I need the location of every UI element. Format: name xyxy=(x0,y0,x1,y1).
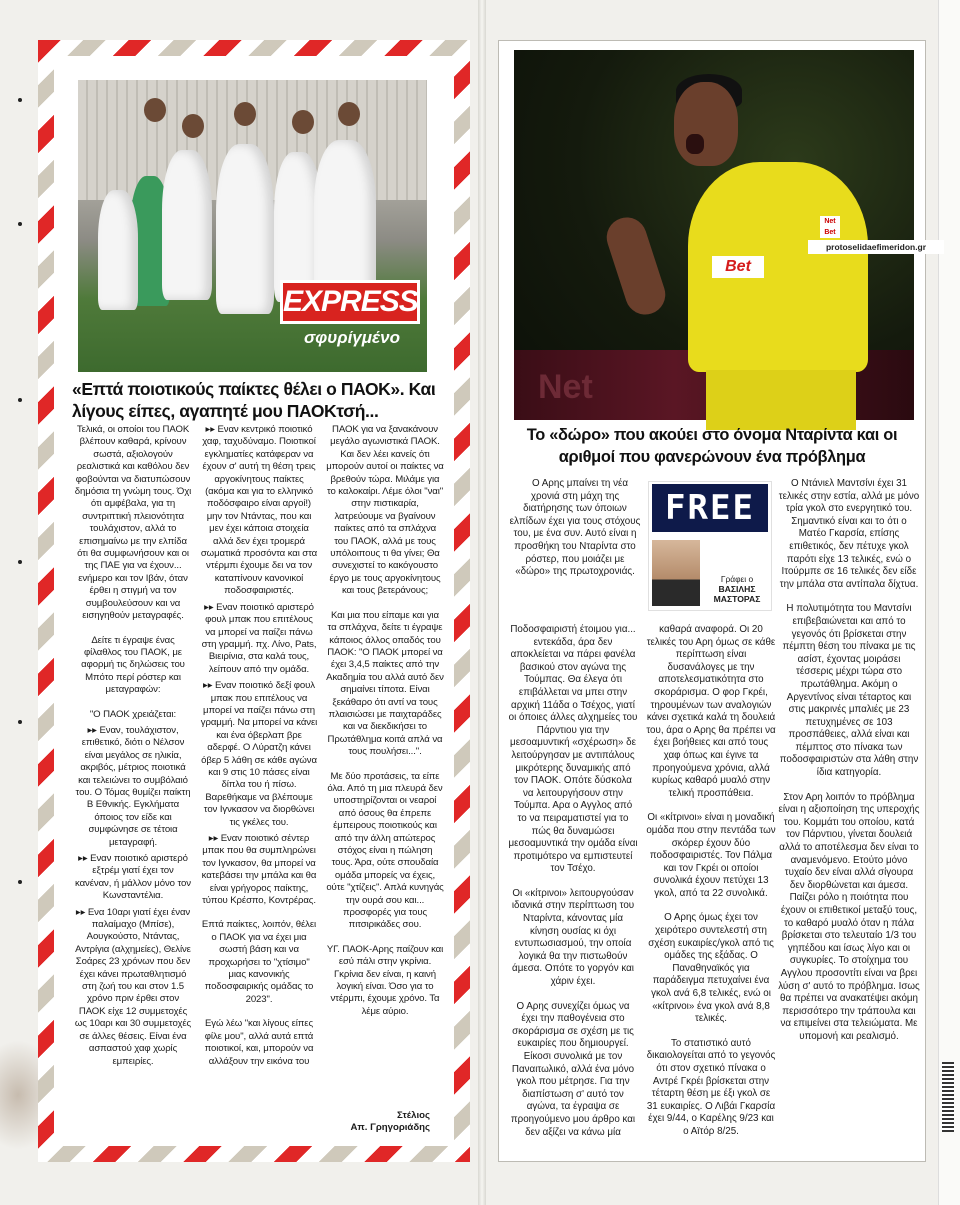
right-intro xyxy=(508,478,642,624)
paragraph: Και μια που είπαμε και για τα σπλάχνα, δείτε τι έγραψε κάποιος άλλος οπαδός του ΠΑΟΚ: "Ο ΠΑΟΚ μπορεί να έχει 3,4,5 παίκτες από την Ακαδημία του αλλά αυτό δεν σημαίνει τίποτα. Είναι ξεκάθαρο ότι αντί να τους πλαισιώσει με παιχταράδες και να διεκδικήσει το Πρωτάθλημα κοιτά απλά να τους πουλήσει...". xyxy=(326,609,444,758)
right-headline: Το «δώρο» που ακούει στο όνομα Νταρίντα και οι αριθμοί που φανερώνουν ένα πρόβλημα xyxy=(526,426,898,466)
player-mouth xyxy=(686,134,704,154)
paragraph: Οι «κίτρινοι» είναι η μοναδική ομάδα που στην πεντάδα των σκόρερ έχουν δύο ποδοσφαιριστές. Τον Πάλμα και τον Γκρέι οι οποίοι συνολικά έχουν πετύχει 13 γκολ, από τα 22 συνολικά. xyxy=(646,812,776,899)
paragraph: ▸▸ Εναν ποιοτικό αριστερό φουλ μπακ που επιτέλους να μπορεί να παίζει πάνω στη γραμμή. πχ. Λίνο, Pats, Βιειρίνια, στα καλά τους, λείπουν από την ομάδα. xyxy=(201,601,317,675)
paragraph: ▸▸ Εναν ποιοτικό αριστερό εξτρέμ γιατί έχει τον κανέναν, ή μάλλον μόνο τον Κωνσταντέλια. xyxy=(75,853,191,902)
right-article-body xyxy=(508,624,776,1150)
player-head xyxy=(292,110,314,134)
binding-dot xyxy=(18,222,22,226)
player-figure xyxy=(98,190,138,310)
ad-board-text: Net xyxy=(538,368,593,406)
express-logo: EXPRESS xyxy=(280,280,420,324)
left-article-body xyxy=(74,424,444,1146)
paragraph: Τελικά, οι οποίοι του ΠΑΟΚ βλέπουν καθαρά, κρίνουν σωστά, αξιολογούν ρεαλιστικά και καθόλου δεν φοβούνται να διατυπώσουν δημόσια τη γνώμη τους. Όχι ότι αμφέβαλα, για τη συντριπτική πλειονότητα τουλάχιστον, αλλά το επισημαίνω με την ελπίδα ότι θα συμφωνήσουν και οι της ΠΑΕ για να έχουν... ενήμερο και τον Ιβάν, όταν έρθει η στιγμή να τον συμβουλεύσουν και να εισηγηθούν μεταγραφές. xyxy=(74,424,192,622)
paragraph: Η πολυτιμότητα του Μαντσίνι επιβεβαιώνεται και από το γεγονός ότι βρίσκεται στην πέμπτη θέση του πίνακα με τις ασίστ, έχοντας μοιράσει τέσσερις μέχρι τώρα στο πρωτάθλημα. Ακόμη ο Αργεντίνος είναι τέταρτος και στις μακρινές μπαλιές με 23 πετυχημένες σε 103 προσπάθειες, αλλά είναι και πέμπτος στο πίνακα των ποδοσφαιριστών στα λάθη στην ίδια κατηγορία. xyxy=(779,603,919,779)
paragraph: Ο Αρης μπαίνει τη νέα χρονιά στη μάχη της διατήρησης των όποιων ελπίδων έχει για τους στόχους του, με ένα συν. Αυτό είναι η προσθήκη του Νταρίντα στο ρόστερ, που μοιάζει με «δώρο» της πρωτοχρονιάς. xyxy=(509,478,641,578)
paragraph: ▸▸ Εναν, τουλάχιστον, επιθετικό, διότι ο Νέλσον είναι μεγάλος σε ηλικία, ακριβός, μέτριος ποιοτικά και τελειώνει το συμβόλαιό του. Ο Τόμας θυμίζει παίκτη Β Εθνικής. Εγκλήματα όποιος τον είδε και συμφώνησε σε τέτοια μεταγραφή. xyxy=(75,724,191,848)
paragraph: Ο Αρης όμως έχει τον χειρότερο συντελεστή στη σχέση ευκαιρίες/γκολ από τις ομάδες της εξάδας. Ο Παναθηναϊκός για παράδειγμα πετυχαίνει ένα γκολ ανά 6,8 τελικές, ενώ οι «κίτρινοι» ένα γκολ ανά 8,8 τελικές. xyxy=(648,912,774,1025)
paragraph: Ποδοσφαιριστή έτοιμου για... εντεκάδα, άρα δεν αποκλείεται να πάρει φανέλα βασικού στον αγώνα της Τούμπας. Θα έλεγα ότι επιβάλλεται να μπει στην αρχική 11άδα ο Τσέχος, γιατί οι όποιες άλλες αλχημείες του Πάρντιου για την μεσοαμυντική «σχέρωση» δε λειτούργησαν με αντιπάλους μικρότερης δυναμικής από τον ΠΑΟΚ. Οπότε δύσκολα να λειτουργήσουν στην Τούμπα. Αρα ο Αγγλος από το να πειραματιστεί για το πώς θα δυναμώσει μεσοαμυντικά την ομάδα είναι προτιμότερο να εμπιστευτεί τον Τσέχο. xyxy=(508,624,638,875)
paragraph: ▸▸ Εναν ποιοτικό σέντερ μπακ που θα συμπληρώνει τον Ιγνκασον, θα μπορεί να κατεβάσει την μπάλα και θα είναι γρήγορος παίκτης, τύπου Κρέσπο, Κοντρέρας. xyxy=(201,833,317,907)
binding-dot xyxy=(18,720,22,724)
signature xyxy=(334,1110,430,1135)
paragraph: Δείτε τι έγραψε ένας φίλαθλος του ΠΑΟΚ, με αφορμή τις δηλώσεις του Μπότο περί ρόστερ και μεταγραφών: xyxy=(81,634,185,696)
jersey-badge: Net Bet xyxy=(820,216,840,238)
writer-name: ΒΑΣΙΛΗΣ ΜΑΣΤΟΡΑΣ xyxy=(713,584,761,604)
page-edge xyxy=(938,0,960,1205)
signature-surname: Απ. Γρηγοριάδης xyxy=(350,1122,430,1134)
right-article-sidebar-column xyxy=(778,478,920,1150)
paragraph: Ο Ντάνιελ Μαντσίνι έχει 31 τελικές στην εστία, αλλά με μόνο τρία γκολ στο ενεργητικό του. Σημαντικό είναι και το ότι ο Ματέο Γκαρσία, επίσης επιθετικός, δεν πέτυχε γκολ παρότι είχε 13 τελικές, ενώ ο Ιτούρμπε σε 16 τελικές δεν είδε την μπάλα στα αντίπαλα δίχτυα. xyxy=(778,478,920,590)
signature-name: Στέλιος xyxy=(396,1110,430,1121)
paragraph: Στον Αρη λοιπόν το πρόβλημα είναι η αξιοποίηση της υπεροχής του. Κομμάτι του οποίου, κατά τον Πάρντιου, γίνεται δουλειά αλλά το αποτέλεσμα δεν είναι το αναμενόμενο. Ετούτο μόνο τυχαίο δεν είναι αλλά σίγουρα δεν διορθώνεται και άμεσα. Παίζει ρόλο η ποιότητα που έχουν οι επιθετικοί μεταξύ τους, το καθαρό μυαλό όταν η πάλα βρίσκεται στο τελευταίο 1/3 του γηπέδου και ίσως λίγο και οι συγκυρίες. Το στοίχημα του Αγγλου προσοντίτι είναι να βρει λύση σ' αυτό το πρόβλημα. Ισως θα πρέπει να ανακατέψει ακόμη περισσότερο την τράπουλα και να επιμείνει στα τελειώματα. Με υπομονή και ρεαλισμό. xyxy=(778,791,920,1042)
binding-dot xyxy=(18,880,22,884)
left-headline: «Επτά ποιοτικούς παίκτες θέλει ο ΠΑΟΚ». Και λίγους είπες, αγαπητέ μου ΠΑΟΚτσή... xyxy=(72,379,436,421)
paragraph: Το στατιστικό αυτό δικαιολογείται από το γεγονός ότι στον σχετικό πίνακα ο Αντρέ Γκρέι βρίσκεται στην τέταρτη θέση με έξι γκολ σε 31 ευκαιρίες. Ο Λιβάι Γκαρσία έχει 9/44, ο Καρέλης 9/23 και ο Αϊτόρ 8/25. xyxy=(646,1037,776,1137)
player-head xyxy=(182,114,204,138)
paragraph: "Ο ΠΑΟΚ χρειάζεται: xyxy=(89,708,177,720)
paragraph: ▸▸ Εναν κεντρικό ποιοτικό χαφ, ταχυδύναμο. Ποιοτικοί εγκληματίες κατάφεραν να έχουν σ' αυτή τη θέση τρεις αργοκίνητους παίκτες (ακόμα και για το ελληνικό ποδόσφαιρο είναι αργοί!) μην τον Ντάντας, που και μεν έχει κάποια στοιχεία αλλά δεν έχει τρομερά σωματικά προσόντα και στα ντέρμπι έχουμε δει να τον καταπίνουν κανονικοί ποδοσφαιριστές. xyxy=(200,424,318,597)
writer-credit xyxy=(704,574,770,604)
page-spine xyxy=(478,0,486,1205)
free-logo: FREE xyxy=(652,484,768,532)
binding-dot xyxy=(18,398,22,402)
paragraph: Επτά παίκτες, λοιπόν, θέλει ο ΠΑΟΚ για να έχει μια σωστή βάση και να προχωρήσει το "χτίσιμο" μιας κανονικής ποδοσφαιρικής ομάδας το 2023". xyxy=(201,919,317,1005)
player-head xyxy=(234,102,256,126)
player-face xyxy=(674,82,738,166)
writer-avatar xyxy=(652,540,700,606)
writer-label: Γράφει ο xyxy=(720,574,754,584)
player-figure xyxy=(216,144,274,314)
paragraph: Εγώ λέω "και λίγους είπες φίλε μου", αλλά αυτά επτά ποιοτικοί, και, μπορούν να αλλάξουν την εικόνα του ΠΑΟΚ για να ξανακάνουν μεγάλο αγωνιστικά ΠΑΟΚ. Και δεν λέει κανείς ότι μπορούν αυτοί οι παίκτες να βρεθούν τώρα. Μιλάμε για το καλοκαίρι. Λέμε όλοι "ναι" στην πιστικαρία, λατρεύουμε να βγαίνουν παίκτες από τα σπλάχνα του ΠΑΟΚ, αλλά με τους υπόλοιπους τι θα γίνει; Θα συνεχιστεί το κακόγουστο έργο με τους αργοκίνητους και τους βετεράνους; xyxy=(204,424,444,1067)
yellow-shorts xyxy=(706,370,856,430)
binding-dot xyxy=(18,98,22,102)
player-figure xyxy=(162,150,212,300)
paragraph: Με δύο προτάσεις, τα είπε όλα. Από τη μια πλευρά δεν υποστηρίζονται οι νεαροί από όσους θα έπρεπε έμπειρους ποιοτικούς και από την άλλη απώτερος στόχος είναι η πώληση τους. Άρα, ούτε σπουδαία ομάδα μπορείς να έχεις, ούτε "χτίζεις". Απλά κυνηγάς την ουρά σου και... προσφορές για τους πιτσιρικάδες σου. xyxy=(326,770,444,931)
express-subtitle: σφυρίγμένο xyxy=(304,328,400,347)
barcode xyxy=(942,1062,954,1132)
player-head xyxy=(338,102,360,126)
player-head xyxy=(144,98,166,122)
player-figure xyxy=(314,140,376,300)
paragraph: ▸▸ Εναν ποιοτικό δεξί φουλ μπακ που επιτέλους να μπορεί να παίζει πάνω στη γραμμή. Να μπορεί να κάνει και ένα όβερλαπ βρε αδερφέ. Ο Λύρατζη κάνει όβερ 5 λάθη σε κάθε αγώνα και 9 στις 10 πάσες είναι δίπλα του ή πίσω. Βαρεθήκαμε να βλέπουμε τον Ιγνκασον να διορθώνει τις γκέλες του. xyxy=(200,680,318,828)
binding-dot xyxy=(18,560,22,564)
paragraph: ΥΓ. ΠΑΟΚ-Αρης παίζουν και εσύ πάλι στην γκρίνια. Γκρίνια δεν είναι, η καινή λογική είναι. Όσο για το ντέρμπι, έχουμε χρόνο. Τα λέμε αύριο. xyxy=(326,943,444,1017)
jersey-sponsor: Bet xyxy=(712,256,764,278)
paragraph: ▸▸ Ενα 10αρι γιατί έχει έναν παλαίμαχο (Μπίσε), Αουγκούστο, Ντάντας, Αντρίγια (αλχημείες), Θελίνε Σοάρες 23 χρόνων που δεν έχει κάνει πρωταθλητισμό στη ζωή του και στον 1.5 χρόνο πριν έρθει στον ΠΑΟΚ είχε 12 συμμετοχές ως 10αρι και 30 συμμετοχές σε άλλες θέσεις. Είναι ένα ασπαστού χαφ χωρίς εμπειρίες. xyxy=(74,906,192,1067)
paragraph: Ο Αρης συνεχίζει όμως να έχει την παθογένεια στο σκοράρισμα σε σχέση με τις ευκαιρίες που δημιουργεί. Είκοσι συνολικά με τον Παναιτωλικό, αλλά ένα μόνο γκολ που μέτρησε. Για την διαπίστωση σ' αυτό τον αγώνα, τα έγραψα σε προηγούμενο μου άρθρο και δεν αξίζει να κάνω μία καθαρά αναφορά. Οι 20 τελικές του Αρη όμως σε κάθε περίπτωση είναι δυσανάλογες με την αποτελεσματικότητα στο σκοράρισμα. Ο φορ Γκρέι, τηρουμένων των αναλογιών κάνει σχετικά καλά τη δουλειά του, άρα ο Αρης θα πρέπει να έχει βοήθειες και από τους χαφ όπως και έγινε τα προηγούμενα χρόνια, αλλά κυρίως καθαρό μυαλό στην τελική προσπάθεια. xyxy=(510,624,776,1138)
paragraph: Οι «κίτρινοι» λειτουργούσαν ιδανικά στην περίπτωση του Νταρίντα, κάνοντας μία κίνηση ουσίας κι όχι εντυπωσιασμού, την οποία λογικά θα την πιστωθούν άμεσα. Οπότε το γοργόν και χάριν έχει. xyxy=(511,887,635,988)
watermark: protoselidaefimeridon.gr xyxy=(808,240,944,254)
